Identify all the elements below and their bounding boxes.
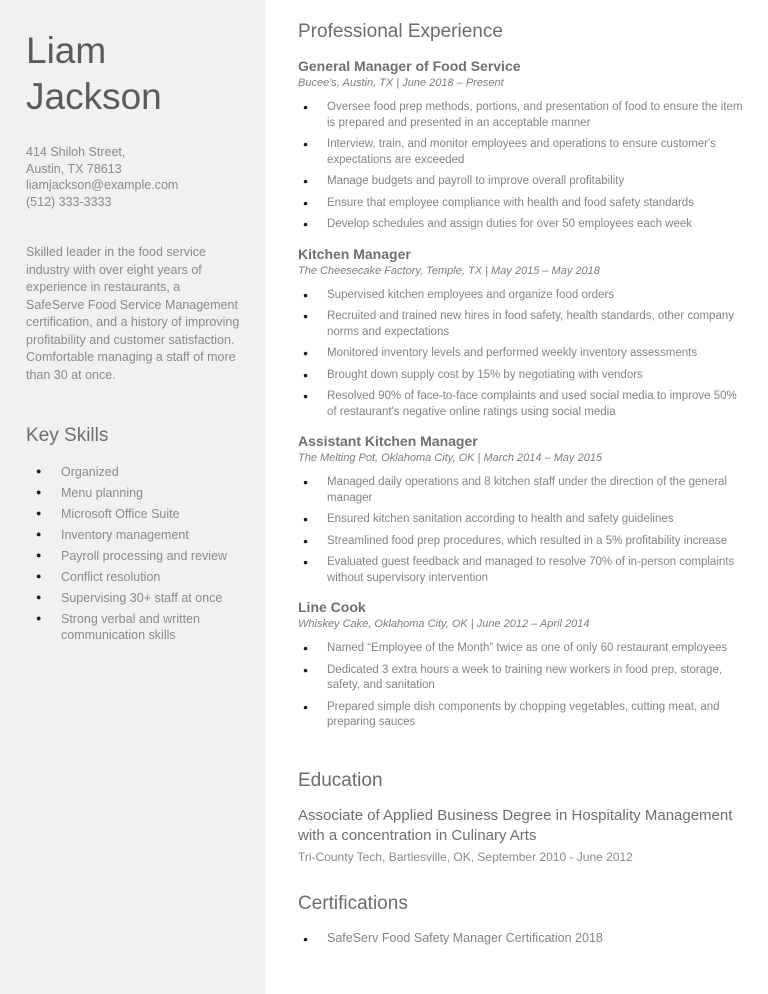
contact-city-state-zip: Austin, TX 78613 [26, 161, 122, 176]
list-item: ● Manage budgets and payroll to improve overall profitability [298, 174, 746, 190]
job-meta: The Cheesecake Factory, Temple, TX | May 2015 – May 2018 [298, 264, 600, 277]
list-item: ● Ensure that employee compliance with health and food safety standards [298, 196, 746, 212]
job-title: General Manager of Food Service [298, 58, 521, 74]
list-item: ● SafeServ Food Safety Manager Certification 2018 [298, 930, 746, 947]
job-meta: The Melting Pot, Oklahoma City, OK | March 2014 – May 2015 [298, 452, 603, 464]
candidate-first-name: Liam [26, 30, 107, 71]
experience-entry [298, 432, 746, 466]
list-item: ● Ensured kitchen sanitation according to health and safety guidelines [298, 512, 746, 528]
job-bullets [298, 100, 746, 233]
list-item: ● Microsoft Office Suite [26, 506, 239, 522]
certifications-heading: Certifications [298, 892, 408, 914]
experience-entry [298, 598, 746, 632]
contact-block [26, 144, 239, 210]
list-item: ● Develop schedules and assign duties for over 50 employees each week [298, 217, 746, 233]
job-bullets [298, 641, 746, 731]
experience-entry [298, 245, 746, 279]
list-item: ● Prepared simple dish components by chopping vegetables, cutting meat, and preparing sauces [298, 700, 746, 731]
contact-email[interactable]: liamjackson@example.com [26, 178, 179, 192]
list-item: ● Strong verbal and written communication skills [26, 611, 239, 643]
list-item: ● Resolved 90% of face-to-face complaints and used social media to improve 50% of restaurant's negative online ratings using social media [298, 389, 746, 420]
job-title: Kitchen Manager [298, 245, 411, 262]
list-item: ● Managed daily operations and 8 kitchen staff under the direction of the general manager [298, 475, 746, 506]
job-bullets [298, 288, 746, 421]
list-item: ● Recruited and trained new hires in food safety, health standards, other company norms and expectations [298, 309, 746, 340]
section-spacer [298, 743, 746, 769]
list-item: ● Payroll processing and review [26, 548, 239, 564]
candidate-last-name: Jackson [26, 76, 162, 117]
list-item: ● Conflict resolution [26, 569, 239, 585]
education-heading: Education [298, 769, 383, 791]
job-meta: Bucee's, Austin, TX | June 2018 – Present [298, 77, 504, 89]
list-item: ● Oversee food prep methods, portions, and presentation of food to ensure the item is prepared and presented in an acceptable manner [298, 100, 746, 131]
education-school: Tri-County Tech, Bartlesville, OK, September 2010 - June 2012 [298, 849, 633, 864]
main-content [265, 0, 768, 994]
job-meta: Whiskey Cake, Oklahoma City, OK | June 2012 – April 2014 [298, 618, 590, 630]
contact-phone[interactable]: (512) 333-3333 [26, 194, 112, 209]
list-item: ● Monitored inventory levels and performed weekly inventory assessments [298, 346, 746, 362]
list-item: ● Organized [26, 464, 239, 480]
professional-summary: Skilled leader in the food service industry with over eight years of experience in restaurants, a SafeServe Food Service Management certification, and a history of improving profitability and customer satisfaction. Comfortable managing a staff of more than 30 at once. [26, 245, 240, 382]
list-item: ● Named “Employee of the Month” twice as one of only 60 restaurant employees [298, 641, 746, 657]
contact-street: 414 Shiloh Street, [26, 145, 126, 159]
section-spacer [298, 866, 746, 892]
experience-entry [298, 57, 746, 91]
list-item: ● Brought down supply cost by 15% by negotiating with vendors [298, 368, 746, 384]
list-item: ● Streamlined food prep procedures, which resulted in a 5% profitability increase [298, 534, 746, 550]
key-skills-heading: Key Skills [26, 425, 109, 446]
list-item: ● Evaluated guest feedback and managed to resolve 70% of in-person complaints without supervisory intervention [298, 555, 746, 586]
key-skills-list [26, 464, 239, 643]
professional-experience-heading: Professional Experience [298, 21, 503, 42]
list-item: ● Dedicated 3 extra hours a week to training new workers in food prep, storage, safety, and sanitation [298, 663, 746, 694]
job-title: Line Cook [298, 599, 366, 615]
list-item: ● Menu planning [26, 485, 239, 501]
education-degree: Associate of Applied Business Degree in Hospitality Management with a concentration in Culinary Arts [298, 806, 733, 844]
list-item: ● Supervising 30+ staff at once [26, 590, 239, 606]
list-item: ● Supervised kitchen employees and organize food orders [298, 288, 746, 304]
sidebar [0, 0, 265, 994]
candidate-name [26, 26, 239, 120]
job-bullets [298, 475, 746, 586]
list-item: ● Interview, train, and monitor employees and operations to ensure customer's expectations are exceeded [298, 137, 746, 168]
certifications-list [298, 930, 746, 947]
job-title: Assistant Kitchen Manager [298, 433, 478, 449]
list-item: ● Inventory management [26, 527, 239, 543]
